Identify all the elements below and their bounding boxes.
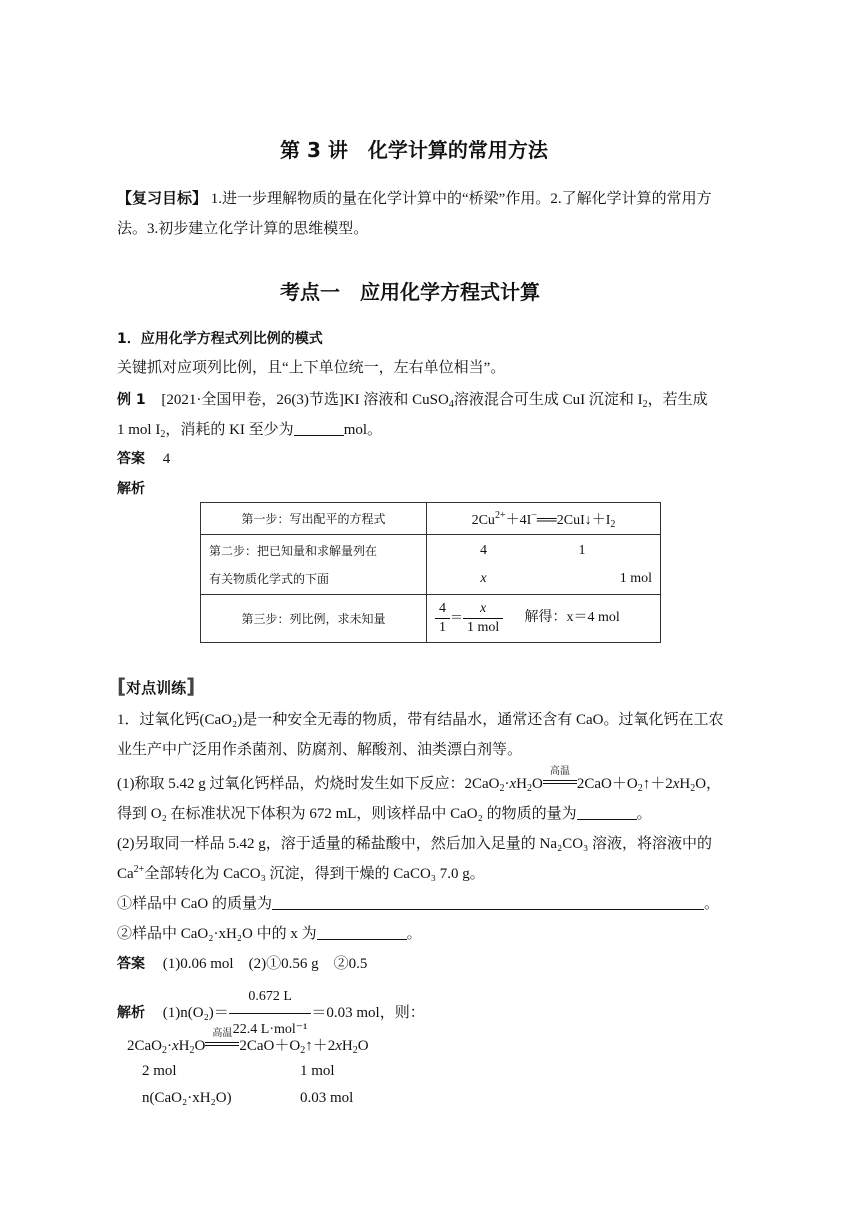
known-values-cell: 4 1 x 1 mol (427, 535, 661, 595)
calc-fraction: $\frac{0.672 L}{\text{22.4 L·mol⁻¹}}$ (229, 982, 312, 1045)
answer-blank (317, 925, 407, 940)
heat-condition: 高温 (543, 776, 577, 793)
sub1-heading: 1．应用化学方程式列比例的模式 (117, 331, 323, 347)
step-3-cell: 第三步：列比例，求未知量 (201, 595, 427, 643)
part-1-line-2: 得到 O₂ 在标准状况下体积为 672 mL，则该样品中 CaO₂ 的物质的量为 。 (117, 806, 652, 822)
part-2-line-2: $Ca^{2+}$全部转化为 CaCO₃ 沉淀，得到干燥的 CaCO₃ 7.0 g。 (117, 864, 485, 882)
section-title: 考点一 应用化学方程式计算 (280, 280, 540, 304)
part-2-line-1: (2)另取同一样品 5.42 g，溶于适量的稀盐酸中，然后加入足量的 Na₂CO₃ 溶液，将溶液中的 (117, 836, 713, 852)
table-row (201, 595, 661, 643)
calc-row-1-right: 1 mol (300, 1063, 335, 1079)
fraction-right: $\frac{x}{\text{1 mol}}$ (463, 601, 503, 636)
step-2-cell: 第二步：把已知量和求解量列在 有关物质化学式的下面 (201, 535, 427, 595)
answer-label: 答案 (117, 956, 145, 972)
fraction-left: $\frac{4}{1}$ (435, 601, 450, 636)
sub-question-a: ①样品中 CaO 的质量为 。 (117, 896, 720, 912)
example1-answer (117, 448, 170, 468)
objective-text-1: 1.进一步理解物质的量在化学计算中的“桥梁”作用。2.了解化学计算的常用方 (210, 191, 712, 207)
solution-text: 解得：x＝4 mol (524, 610, 620, 626)
q1-line-1: 1．过氧化钙(CaO₂)是一种安全无毒的物质，带有结晶水，通常还含有 CaO。过氧化钙在工农 (117, 712, 724, 728)
answer-label: 答案 (117, 451, 145, 467)
answer-blank (294, 421, 344, 436)
step-1-cell: 第一步：写出配平的方程式 (201, 503, 427, 535)
calc-row-2-left: n(CaO₂·xH₂O) (142, 1090, 232, 1106)
practice-analysis: 解析 (1)n(O₂)＝ $\frac{0.672 L}{\text{22.4 L·mol⁻¹}}$ ＝0.03 mol，则： (117, 982, 425, 1045)
sub1-text: 关键抓对应项列比例，且“上下单位统一，左右单位相当”。 (117, 360, 506, 376)
calc-row-2-right: 0.03 mol (300, 1090, 354, 1106)
q1-line-2: 业生产中广泛用作杀菌剂、防腐剂、解酸剂、油类漂白剂等。 (117, 742, 523, 758)
analysis-label: 解析 (117, 1004, 145, 1021)
practice-answer (117, 952, 367, 973)
answer-value: 4 (162, 451, 171, 467)
objective-label: 【复习目标】 (117, 189, 208, 207)
analysis-label: 解析 (117, 481, 145, 497)
table-row (201, 535, 661, 595)
steps-table (200, 502, 661, 643)
objective-line-2: 法。3.初步建立化学计算的思维模型。 (117, 221, 369, 237)
example1-line-2: 1 mol $I_2$，消耗的 KI 至少为 mol。 (117, 422, 383, 440)
reaction-equation: $2CaO_2\cdot xH_2O$ 高温 $2CaO+O_2↑+2xH_2O$ (127, 1028, 369, 1056)
example-source: [2021·全国甲卷，26(3)节选]KI 溶液和 CuSO (161, 392, 449, 408)
objective-line-1 (117, 187, 712, 208)
answer-blank (272, 895, 704, 910)
sub-question-b: ②样品中 CaO₂·xH₂O 中的 x 为 。 (117, 926, 422, 942)
example-label: 例 1 (117, 392, 146, 408)
equation-cell: $2Cu^{2+}+4I^-══2CuI↓+I_2$ (427, 503, 661, 535)
example1-line-1: 例 1 [2021·全国甲卷，26(3)节选]KI 溶液和 CuSO$_4$溶液混合可生成 CuI 沉淀和 $I_2$，若生成 (117, 392, 708, 410)
proportion-cell: $\frac{4}{1}$ ＝ $\frac{x}{\text{1 mol}}$ 解得：x＝4 mol (427, 595, 661, 643)
answer-blank (577, 805, 637, 820)
page-title: 第 3 讲 化学计算的常用方法 (280, 138, 548, 162)
table-row (201, 503, 661, 535)
heat-condition: 高温 (205, 1038, 239, 1055)
part-1-line-1: (1)称取 5.42 g 过氧化钙样品，灼烧时发生如下反应：$2CaO_2\cdot xH_2O$ 高温 $2CaO+O_2↑+2xH_2O$， (117, 766, 722, 794)
calc-row-1-left: 2 mol (142, 1063, 177, 1079)
example-text: 溶液混合可生成 CuI 沉淀和 I (453, 392, 643, 408)
practice-label: [对点训练] (117, 674, 196, 698)
answer-value: (1)0.06 mol (2)①0.56 g ②0.5 (162, 956, 368, 972)
